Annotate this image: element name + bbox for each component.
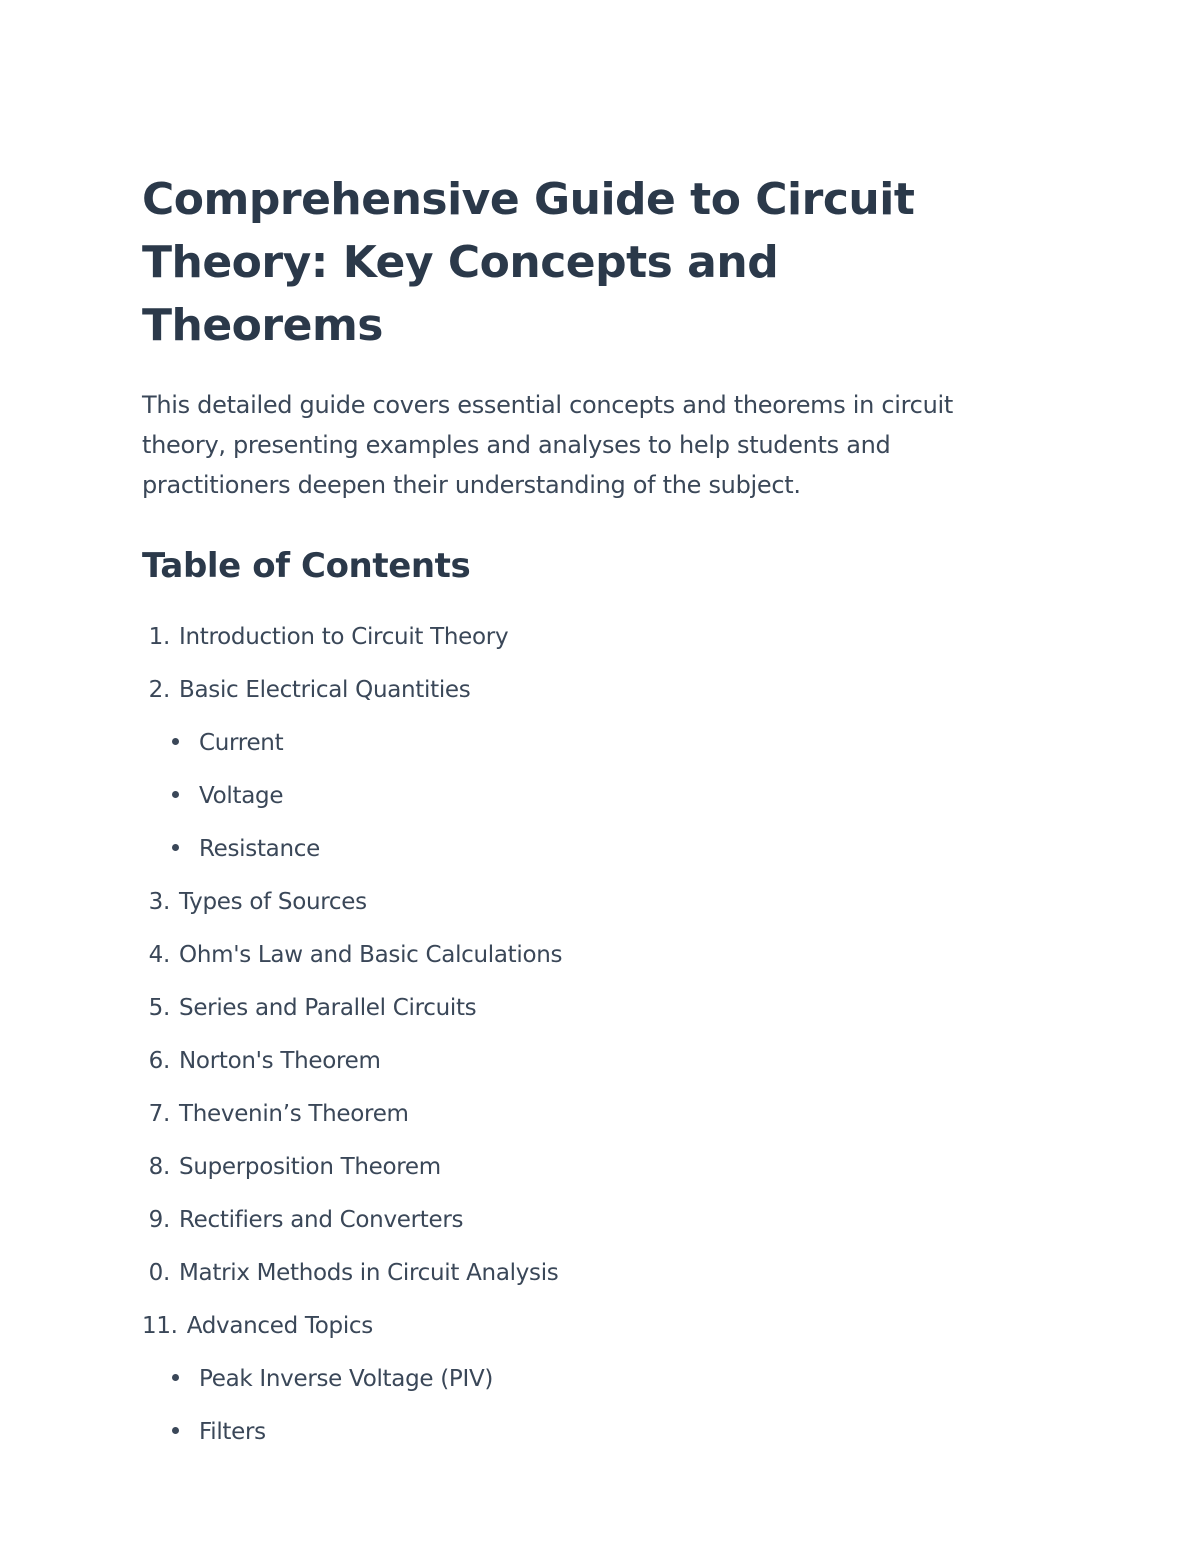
toc-item-label: Superposition Theorem (179, 1154, 441, 1180)
toc-item-label: Thevenin’s Theorem (179, 1101, 409, 1127)
toc-item (142, 611, 1022, 664)
toc-subitem-label: Voltage (199, 783, 284, 809)
toc-item-number: 7. (148, 1101, 170, 1127)
toc-item-number: 9. (148, 1207, 170, 1233)
bullet-icon (172, 791, 179, 798)
toc-subitem (142, 1406, 1022, 1459)
toc-item (142, 1088, 1022, 1141)
toc-subitem (142, 1353, 1022, 1406)
toc-item-number: 1. (148, 624, 170, 650)
toc-item (142, 1300, 1022, 1353)
toc-item (142, 1247, 1022, 1300)
toc-subitem (142, 770, 1022, 823)
table-of-contents (142, 611, 1022, 1459)
toc-item-label: Basic Electrical Quantities (179, 677, 471, 703)
bullet-icon (172, 738, 179, 745)
toc-subitem-label: Current (199, 730, 284, 756)
toc-item-label: Introduction to Circuit Theory (179, 624, 509, 650)
toc-item-number: 5. (148, 995, 170, 1021)
toc-item-number: 2. (148, 677, 170, 703)
toc-item-number: 8. (148, 1154, 170, 1180)
toc-item-number: 0. (148, 1260, 170, 1286)
toc-item-label: Matrix Methods in Circuit Analysis (179, 1260, 559, 1286)
toc-subitem (142, 717, 1022, 770)
toc-heading: Table of Contents (142, 546, 471, 586)
toc-subitem-label: Resistance (199, 836, 320, 862)
toc-subitem-label: Peak Inverse Voltage (PIV) (199, 1366, 494, 1392)
toc-item (142, 1035, 1022, 1088)
toc-item-number: 11. (142, 1313, 178, 1339)
toc-item (142, 982, 1022, 1035)
toc-item (142, 664, 1022, 717)
toc-item-label: Norton's Theorem (179, 1048, 381, 1074)
toc-item-label: Types of Sources (179, 889, 367, 915)
toc-item-label: Series and Parallel Circuits (179, 995, 477, 1021)
toc-item (142, 1194, 1022, 1247)
toc-item-number: 3. (148, 889, 170, 915)
toc-item-label: Ohm's Law and Basic Calculations (179, 942, 563, 968)
toc-item (142, 929, 1022, 982)
toc-subitem (142, 823, 1022, 876)
toc-item (142, 1141, 1022, 1194)
toc-item (142, 876, 1022, 929)
bullet-icon (172, 1427, 179, 1434)
toc-item-label: Rectifiers and Converters (179, 1207, 464, 1233)
toc-item-number: 4. (148, 942, 170, 968)
toc-item-label: Advanced Topics (186, 1313, 373, 1339)
toc-item-number: 6. (148, 1048, 170, 1074)
document-title: Comprehensive Guide to Circuit Theory: Key Concepts and Theorems (142, 174, 915, 351)
bullet-icon (172, 844, 179, 851)
document-page (142, 168, 1022, 1459)
toc-subitem-label: Filters (199, 1419, 266, 1445)
intro-paragraph: This detailed guide covers essential concepts and theorems in circuit theory, presenting examples and analyses to help students and practitioners deepen their understanding of the subject. (142, 391, 953, 499)
bullet-icon (172, 1374, 179, 1381)
